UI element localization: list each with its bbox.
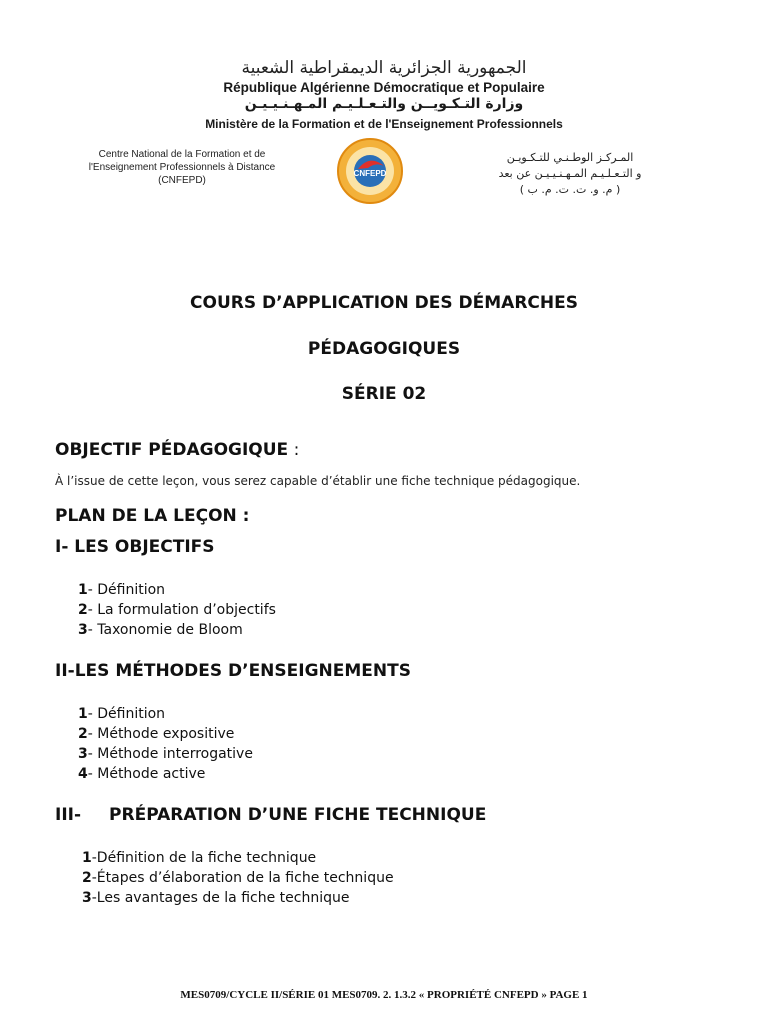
center-french-line: l'Enseignement Professionnels à Distance xyxy=(88,162,276,173)
center-arabic-name xyxy=(470,150,670,198)
republic-french-name: République Algérienne Démocratique et Populaire xyxy=(223,80,545,95)
cnfepd-logo xyxy=(332,136,408,206)
center-french-line: Centre National de la Formation et de xyxy=(98,149,266,160)
page-footer: MES0709/CYCLE II/SÉRIE 01 MES0709. 2. 1.3.2 « PROPRIÉTÉ CNFEPD » PAGE 1 xyxy=(180,989,588,1001)
section-2-heading: II-LES MÉTHODES D’ENSEIGNEMENTS xyxy=(55,661,411,681)
objective-text: À l’issue de cette leçon, vous serez capable d’établir une fiche technique pédagogique. xyxy=(55,474,581,488)
ministry-arabic-name: وزارة التـكـويــن والتـعـلـيـم المـهـنـيـيـن xyxy=(244,96,524,112)
center-french-line: (CNFEPD) xyxy=(158,175,206,186)
objective-heading xyxy=(55,440,299,460)
center-arabic-line: و التـعـلـيـم المـهـنـيـيـن عن بعد xyxy=(498,167,642,180)
list-item: 4- Méthode active xyxy=(78,766,206,782)
series-title: SÉRIE 02 xyxy=(341,384,427,404)
objective-heading-text: OBJECTIF PÉDAGOGIQUE xyxy=(55,440,289,460)
center-french-name xyxy=(62,148,302,187)
course-title-line-2: PÉDAGOGIQUES xyxy=(307,339,461,359)
section-2-list xyxy=(78,704,253,784)
section-1-list xyxy=(78,580,276,640)
section-3-title: PRÉPARATION D’UNE FICHE TECHNIQUE xyxy=(109,805,487,825)
list-item: 1- Définition xyxy=(78,582,166,598)
list-item: 1- Définition xyxy=(78,706,166,722)
list-item: 2- La formulation d’objectifs xyxy=(78,602,276,618)
objective-heading-colon: : xyxy=(288,440,300,460)
list-item: 3- Méthode interrogative xyxy=(78,746,253,762)
center-arabic-line: ( م. و. ت. ت. م. ب ) xyxy=(519,183,621,196)
document-header xyxy=(0,0,768,215)
course-title-line-1: COURS D’APPLICATION DES DÉMARCHES xyxy=(190,293,578,313)
logo-text: CNFEPD xyxy=(353,169,387,178)
plan-heading: PLAN DE LA LEÇON : xyxy=(55,506,250,526)
section-1-heading: I- LES OBJECTIFS xyxy=(55,537,215,557)
list-item: 3-Les avantages de la fiche technique xyxy=(82,890,350,906)
section-3-number: III- xyxy=(55,805,82,825)
list-item: 1-Définition de la fiche technique xyxy=(82,850,317,866)
section-3-heading xyxy=(55,805,486,825)
section-3-list xyxy=(82,848,394,908)
list-item: 2- Méthode expositive xyxy=(78,726,235,742)
center-arabic-line: المـركـز الوطـنـي للتـكـويـن xyxy=(506,151,634,164)
list-item: 3- Taxonomie de Bloom xyxy=(78,622,243,638)
ministry-french-name: Ministère de la Formation et de l'Enseignement Professionnels xyxy=(205,117,563,131)
list-item: 2-Étapes d’élaboration de la fiche technique xyxy=(82,870,394,886)
republic-arabic-name: الجمهورية الجزائرية الديمقراطية الشعبية xyxy=(241,58,527,78)
